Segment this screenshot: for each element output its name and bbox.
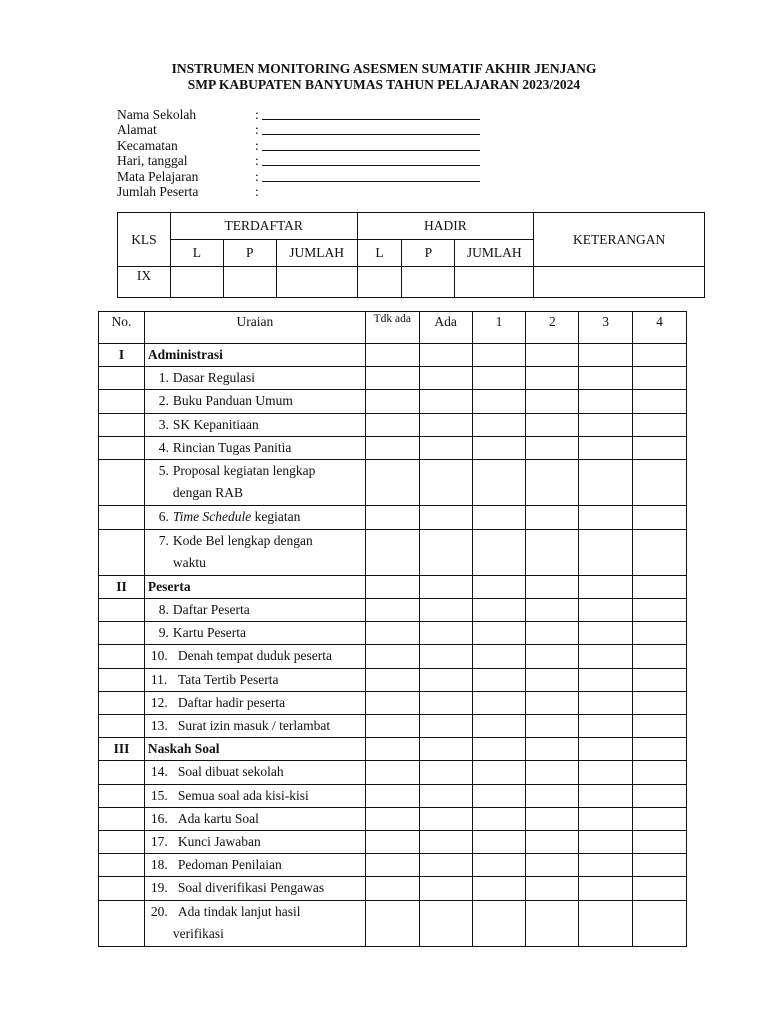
attendance-table [117, 212, 705, 298]
item-text: Tata Tertib Peserta [177, 671, 279, 687]
check-cell[interactable] [526, 668, 579, 691]
check-cell[interactable] [526, 877, 579, 900]
check-cell[interactable] [633, 691, 687, 714]
item-number: 5. [158, 462, 169, 478]
check-cell[interactable] [472, 599, 526, 622]
row-number-cell [99, 367, 145, 390]
field-label: Nama Sekolah [117, 107, 197, 122]
check-cell[interactable] [579, 877, 633, 900]
check-cell[interactable] [579, 344, 633, 367]
check-cell[interactable] [472, 761, 526, 784]
check-cell[interactable] [633, 575, 687, 598]
check-cell[interactable] [472, 436, 526, 459]
row-number-cell [99, 691, 145, 714]
check-cell[interactable] [633, 807, 687, 830]
check-cell[interactable] [579, 575, 633, 598]
header-score-3: 3 [579, 312, 633, 344]
check-cell[interactable] [526, 413, 579, 436]
check-cell[interactable] [633, 344, 687, 367]
row-number-cell [99, 459, 145, 505]
field-label: Hari, tanggal [117, 153, 188, 169]
table-row [99, 367, 687, 390]
check-cell[interactable] [365, 715, 419, 738]
item-number: 15. [150, 787, 168, 803]
check-cell[interactable] [472, 344, 526, 367]
row-number-cell [99, 599, 145, 622]
check-cell[interactable] [419, 784, 472, 807]
item-description [144, 691, 365, 714]
check-cell[interactable] [419, 390, 472, 413]
row-number-cell [99, 761, 145, 784]
check-cell[interactable] [419, 691, 472, 714]
input-cell[interactable] [402, 267, 455, 298]
check-cell[interactable] [633, 459, 687, 505]
check-cell[interactable] [419, 877, 472, 900]
fill-in-line[interactable] [262, 119, 480, 120]
header-score-2: 2 [526, 312, 579, 344]
check-cell[interactable] [365, 877, 419, 900]
item-number: 10. [150, 648, 168, 664]
table-row [99, 390, 687, 413]
table-row [99, 900, 687, 946]
check-cell[interactable] [579, 459, 633, 505]
section-row [99, 738, 687, 761]
check-cell[interactable] [526, 784, 579, 807]
check-cell[interactable] [419, 854, 472, 877]
check-cell[interactable] [365, 668, 419, 691]
terdaftar-header: TERDAFTAR [170, 213, 357, 240]
check-cell[interactable] [579, 622, 633, 645]
check-cell[interactable] [365, 599, 419, 622]
check-cell[interactable] [526, 344, 579, 367]
row-number-cell [99, 645, 145, 668]
item-text: Kartu Peserta [172, 625, 247, 641]
input-cell[interactable] [223, 267, 276, 298]
item-number: 4. [158, 439, 169, 455]
item-number: 20. [150, 903, 168, 919]
terdaftar-p-header: P [223, 240, 276, 267]
item-text: Denah tempat duduk peserta [177, 648, 332, 664]
check-cell[interactable] [526, 854, 579, 877]
table-row [99, 715, 687, 738]
check-cell[interactable] [526, 622, 579, 645]
fill-in-line[interactable] [262, 150, 480, 151]
document-title-line-2: SMP KABUPATEN BANYUMAS TAHUN PELAJARAN 2023/2024 [187, 77, 581, 92]
check-cell[interactable] [526, 367, 579, 390]
section-number: II [99, 575, 145, 598]
item-number: 9. [158, 625, 169, 641]
check-cell[interactable] [365, 622, 419, 645]
item-text: Surat izin masuk / terlambat [177, 718, 331, 734]
check-cell[interactable] [472, 506, 526, 529]
item-text: Pedoman Penilaian [177, 857, 282, 873]
check-cell[interactable] [526, 691, 579, 714]
check-cell[interactable] [365, 761, 419, 784]
class-cell: IX [118, 267, 171, 298]
check-cell[interactable] [419, 668, 472, 691]
header-score-4: 4 [633, 312, 687, 344]
check-cell[interactable] [633, 529, 687, 575]
check-cell[interactable] [633, 367, 687, 390]
item-text: Proposal kegiatan lengkap [172, 462, 316, 478]
section-number: I [99, 344, 145, 367]
check-cell[interactable] [472, 715, 526, 738]
table-row [99, 529, 687, 575]
terdaftar-jumlah-header: JUMLAH [276, 240, 357, 267]
item-description [144, 529, 365, 575]
check-cell[interactable] [633, 761, 687, 784]
check-cell[interactable] [419, 367, 472, 390]
table-row [99, 668, 687, 691]
item-description [144, 459, 365, 505]
check-cell[interactable] [365, 390, 419, 413]
table-row [99, 506, 687, 529]
item-text: Rincian Tugas Panitia [172, 439, 292, 455]
check-cell[interactable] [365, 529, 419, 575]
document-title-line-1: INSTRUMEN MONITORING ASESMEN SUMATIF AKHIR JENJANG [171, 61, 597, 76]
header-tdk-ada: Tdk ada [365, 312, 419, 344]
check-cell[interactable] [365, 459, 419, 505]
item-number: 7. [158, 532, 169, 548]
check-cell[interactable] [365, 830, 419, 853]
item-description [144, 622, 365, 645]
row-number-cell [99, 900, 145, 946]
check-cell[interactable] [526, 436, 579, 459]
check-cell[interactable] [419, 807, 472, 830]
check-cell[interactable] [579, 599, 633, 622]
row-number-cell [99, 390, 145, 413]
check-cell[interactable] [472, 807, 526, 830]
fill-in-line[interactable] [262, 165, 480, 166]
check-cell[interactable] [633, 738, 687, 761]
check-cell[interactable] [579, 854, 633, 877]
item-number: 1. [158, 370, 169, 386]
field-colon: : [255, 107, 259, 122]
check-cell[interactable] [472, 830, 526, 853]
check-cell[interactable] [419, 761, 472, 784]
check-cell[interactable] [579, 506, 633, 529]
item-text: SK Kepanitiaan [172, 416, 259, 432]
item-description [144, 645, 365, 668]
check-cell[interactable] [365, 645, 419, 668]
check-cell[interactable] [419, 900, 472, 946]
section-row [99, 344, 687, 367]
table-row [99, 807, 687, 830]
row-number-cell [99, 436, 145, 459]
item-number: 6. [158, 509, 169, 525]
section-number: III [99, 738, 145, 761]
row-number-cell [99, 506, 145, 529]
field-colon: : [255, 183, 259, 199]
item-number: 8. [158, 602, 169, 618]
hadir-p-header: P [402, 240, 455, 267]
item-description [144, 390, 365, 413]
item-text: Soal diverifikasi Pengawas [177, 880, 325, 896]
check-cell[interactable] [526, 830, 579, 853]
table-row [99, 645, 687, 668]
table-row [99, 691, 687, 714]
item-description [144, 599, 365, 622]
check-cell[interactable] [365, 738, 419, 761]
row-number-cell [99, 784, 145, 807]
check-cell[interactable] [579, 830, 633, 853]
item-number: 12. [150, 694, 168, 710]
check-cell[interactable] [579, 436, 633, 459]
header-ada: Ada [419, 312, 472, 344]
check-cell[interactable] [365, 506, 419, 529]
item-number: 18. [150, 857, 168, 873]
item-description [144, 877, 365, 900]
check-cell[interactable] [472, 900, 526, 946]
check-cell[interactable] [472, 459, 526, 505]
keterangan-header: KETERANGAN [534, 213, 705, 267]
check-cell[interactable] [472, 529, 526, 575]
check-cell[interactable] [419, 622, 472, 645]
check-cell[interactable] [472, 668, 526, 691]
check-cell[interactable] [633, 900, 687, 946]
check-cell[interactable] [365, 900, 419, 946]
row-number-cell [99, 830, 145, 853]
check-cell[interactable] [633, 854, 687, 877]
check-cell[interactable] [365, 367, 419, 390]
field-label: Alamat [117, 122, 157, 138]
check-cell[interactable] [633, 830, 687, 853]
item-number: 14. [150, 764, 168, 780]
item-text: Daftar Peserta [172, 602, 250, 618]
item-text-italic: Time Schedule [172, 509, 252, 525]
check-cell[interactable] [472, 877, 526, 900]
check-cell[interactable] [526, 900, 579, 946]
item-description [144, 436, 365, 459]
item-text: Dasar Regulasi [172, 370, 256, 386]
table-row [99, 436, 687, 459]
item-number: 11. [150, 671, 168, 687]
item-text: kegiatan [251, 509, 301, 525]
check-cell[interactable] [579, 645, 633, 668]
check-cell[interactable] [419, 436, 472, 459]
item-text: Semua soal ada kisi-kisi [177, 787, 309, 803]
section-title: Administrasi [144, 344, 365, 367]
check-cell[interactable] [633, 506, 687, 529]
table-row [99, 622, 687, 645]
check-cell[interactable] [633, 668, 687, 691]
check-cell[interactable] [579, 691, 633, 714]
check-cell[interactable] [579, 784, 633, 807]
item-text: Kode Bel lengkap dengan [172, 532, 313, 548]
item-description [144, 854, 365, 877]
hadir-l-header: L [357, 240, 402, 267]
check-cell[interactable] [526, 761, 579, 784]
check-cell[interactable] [526, 807, 579, 830]
check-cell[interactable] [579, 900, 633, 946]
check-cell[interactable] [472, 413, 526, 436]
check-cell[interactable] [579, 529, 633, 575]
table-row [99, 854, 687, 877]
row-number-cell [99, 807, 145, 830]
check-cell[interactable] [365, 413, 419, 436]
row-number-cell [99, 622, 145, 645]
check-cell[interactable] [579, 367, 633, 390]
check-cell[interactable] [526, 529, 579, 575]
row-number-cell [99, 854, 145, 877]
item-description [144, 413, 365, 436]
check-cell[interactable] [419, 599, 472, 622]
terdaftar-l-header: L [170, 240, 223, 267]
field-colon: : [255, 122, 259, 138]
check-cell[interactable] [579, 715, 633, 738]
field-colon: : [255, 168, 259, 184]
item-description [144, 830, 365, 853]
check-cell[interactable] [633, 599, 687, 622]
item-description [144, 668, 365, 691]
check-cell[interactable] [472, 645, 526, 668]
check-cell[interactable] [419, 529, 472, 575]
fill-in-line[interactable] [262, 181, 480, 182]
section-title: Peserta [144, 575, 365, 598]
item-text-continued: waktu [172, 554, 206, 570]
field-label: Kecamatan [117, 137, 178, 153]
check-cell[interactable] [419, 413, 472, 436]
header-no: No. [99, 312, 145, 344]
item-description [144, 784, 365, 807]
item-text: Soal dibuat sekolah [177, 764, 284, 780]
check-cell[interactable] [419, 575, 472, 598]
check-cell[interactable] [633, 413, 687, 436]
input-cell[interactable] [455, 267, 534, 298]
check-cell[interactable] [365, 575, 419, 598]
check-cell[interactable] [472, 738, 526, 761]
monitoring-table [98, 311, 687, 947]
check-cell[interactable] [472, 390, 526, 413]
check-cell[interactable] [419, 645, 472, 668]
item-number: 3. [158, 416, 169, 432]
check-cell[interactable] [365, 807, 419, 830]
hadir-jumlah-header: JUMLAH [455, 240, 534, 267]
table-row [99, 761, 687, 784]
item-text: Daftar hadir peserta [177, 694, 286, 710]
check-cell[interactable] [526, 459, 579, 505]
row-number-cell [99, 529, 145, 575]
item-text: Ada tindak lanjut hasil [177, 903, 301, 919]
check-cell[interactable] [419, 459, 472, 505]
check-cell[interactable] [472, 367, 526, 390]
field-colon: : [255, 153, 259, 169]
row-number-cell [99, 877, 145, 900]
table-row [99, 599, 687, 622]
check-cell[interactable] [526, 506, 579, 529]
row-number-cell [99, 668, 145, 691]
input-cell[interactable] [534, 267, 705, 298]
check-cell[interactable] [365, 436, 419, 459]
check-cell[interactable] [579, 668, 633, 691]
item-number: 16. [150, 810, 168, 826]
row-number-cell [99, 715, 145, 738]
check-cell[interactable] [579, 807, 633, 830]
check-cell[interactable] [633, 436, 687, 459]
check-cell[interactable] [472, 784, 526, 807]
check-cell[interactable] [526, 645, 579, 668]
check-cell[interactable] [633, 715, 687, 738]
table-row [99, 784, 687, 807]
fill-in-line[interactable] [262, 134, 480, 135]
check-cell[interactable] [526, 715, 579, 738]
check-cell[interactable] [472, 691, 526, 714]
check-cell[interactable] [579, 738, 633, 761]
check-cell[interactable] [365, 691, 419, 714]
item-text: Ada kartu Soal [177, 810, 259, 826]
check-cell[interactable] [579, 390, 633, 413]
item-number: 19. [150, 880, 168, 896]
check-cell[interactable] [419, 344, 472, 367]
check-cell[interactable] [526, 599, 579, 622]
check-cell[interactable] [419, 738, 472, 761]
item-description [144, 807, 365, 830]
input-cell[interactable] [357, 267, 402, 298]
item-number: 13. [150, 718, 168, 734]
item-number: 17. [150, 833, 168, 849]
check-cell[interactable] [526, 390, 579, 413]
item-description [144, 715, 365, 738]
field-label: Mata Pelajaran [117, 168, 199, 184]
check-cell[interactable] [472, 854, 526, 877]
table-row [99, 877, 687, 900]
item-description [144, 761, 365, 784]
check-cell[interactable] [633, 622, 687, 645]
check-cell[interactable] [633, 390, 687, 413]
check-cell[interactable] [633, 784, 687, 807]
table-row [99, 459, 687, 505]
check-cell[interactable] [526, 738, 579, 761]
item-text-continued: dengan RAB [172, 484, 244, 500]
input-cell[interactable] [170, 267, 223, 298]
item-description [144, 506, 365, 529]
check-cell[interactable] [472, 575, 526, 598]
check-cell[interactable] [419, 715, 472, 738]
section-row [99, 575, 687, 598]
item-description [144, 900, 365, 946]
kls-header: KLS [118, 213, 171, 267]
header-score-1: 1 [472, 312, 526, 344]
item-text: Kunci Jawaban [177, 833, 261, 849]
check-cell[interactable] [419, 506, 472, 529]
row-number-cell [99, 413, 145, 436]
check-cell[interactable] [579, 413, 633, 436]
check-cell[interactable] [526, 575, 579, 598]
field-label: Jumlah Peserta [117, 183, 199, 199]
field-colon: : [255, 137, 259, 153]
item-text-continued: verifikasi [172, 925, 224, 941]
check-cell[interactable] [633, 645, 687, 668]
table-row [99, 413, 687, 436]
input-cell[interactable] [276, 267, 357, 298]
check-cell[interactable] [365, 784, 419, 807]
item-text: Buku Panduan Umum [172, 393, 293, 409]
item-number: 2. [158, 393, 169, 409]
check-cell[interactable] [579, 761, 633, 784]
section-title: Naskah Soal [144, 738, 365, 761]
hadir-header: HADIR [357, 213, 534, 240]
check-cell[interactable] [419, 830, 472, 853]
header-uraian: Uraian [144, 312, 365, 344]
table-row [99, 830, 687, 853]
check-cell[interactable] [365, 344, 419, 367]
check-cell[interactable] [472, 622, 526, 645]
item-description [144, 367, 365, 390]
check-cell[interactable] [365, 854, 419, 877]
check-cell[interactable] [633, 877, 687, 900]
